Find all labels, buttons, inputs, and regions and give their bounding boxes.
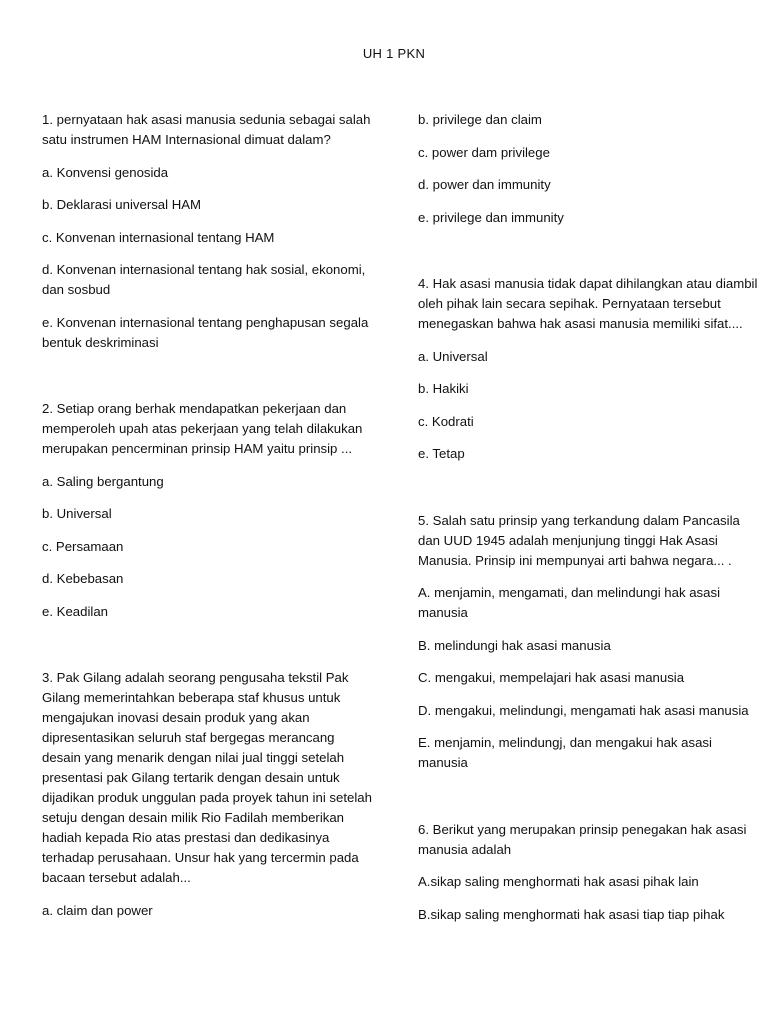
answer-option: a. claim dan power	[42, 902, 153, 918]
answer-option: d. power dan immunity	[418, 177, 551, 192]
question-text: 4. Hak asasi manusia tidak dapat dihilangkan atau diambil oleh pihak lain secara sepihak. Pernyataan tersebut menegaskan bahwa hak asasi manusia memiliki sifat....	[418, 276, 758, 331]
answer-option: c. Kodrati	[418, 413, 474, 429]
answer-option: d. Konvenan internasional tentang hak sosial, ekonomi, dan sosbud	[42, 262, 366, 297]
spacer	[418, 240, 758, 274]
left-column	[42, 110, 376, 933]
answer-option: b. privilege dan claim	[418, 112, 542, 127]
answer-option: A.sikap saling menghormati hak asasi pihak lain	[418, 874, 699, 889]
question-text: 5. Salah satu prinsip yang terkandung dalam Pancasila dan UUD 1945 adalah menjunjung tinggi Hak Asasi Manusia. Prinsip ini mempunyai arti bahwa negara... .	[418, 512, 740, 568]
answer-option: D. mengakui, melindungi, mengamati hak asasi manusia	[418, 702, 749, 718]
answer-option: c. Persamaan	[42, 538, 124, 554]
answer-option: b. Hakiki	[418, 381, 469, 396]
answer-option: e. privilege dan immunity	[418, 209, 564, 225]
answer-option: B. melindungi hak asasi manusia	[418, 637, 611, 653]
answer-option: A. menjamin, mengamati, dan melindungi hak asasi manusia	[418, 585, 721, 620]
question-text: 1. pernyataan hak asasi manusia sedunia sebagai salah satu instrumen HAM Internasional dimuat dalam?	[42, 112, 371, 147]
answer-option: a. Konvensi genosida	[42, 164, 169, 180]
answer-option: c. Konvenan internasional tentang HAM	[42, 229, 275, 245]
question-text: 6. Berikut yang merupakan prinsip penegakan hak asasi manusia adalah	[418, 821, 747, 857]
answer-option: b. Universal	[42, 506, 112, 521]
question-1	[42, 110, 376, 353]
answer-option: a. Universal	[418, 348, 488, 364]
document-title: UH 1 PKN	[362, 46, 426, 61]
question-2	[42, 399, 376, 622]
question-text: 3. Pak Gilang adalah seorang pengusaha tekstil Pak Gilang memerintahkan beberapa staf khusus untuk mengajukan inovasi desain produk yang akan dipresentasikan seluruh staf bergegas merancang desain yang menarik dengan nilai jual tinggi setelah presentasi pak Gilang tertarik dengan desain untuk dijadikan produk unggulan pada proyek tahun ini setelah setuju dengan desain milik Rio Fadilah memberikan hadiah kepada Rio atas prestasi dan dedikasinya terhadap perusahaan. Unsur hak yang tercermin pada bacaan tersebut adalah...	[42, 670, 372, 885]
right-column	[418, 110, 758, 937]
answer-option: d. Kebebasan	[42, 571, 124, 586]
question-5	[418, 511, 758, 774]
spacer	[42, 365, 376, 399]
answer-option: E. menjamin, melindungj, dan mengakui hak asasi manusia	[418, 735, 712, 770]
answer-option: e. Konvenan internasional tentang penghapusan segala bentuk deskriminasi	[42, 314, 369, 350]
spacer	[42, 634, 376, 668]
answer-option: e. Keadilan	[42, 603, 108, 619]
question-6	[418, 820, 758, 925]
question-text: 2. Setiap orang berhak mendapatkan pekerjaan dan memperoleh upah atas pekerjaan yang telah dilakukan merupakan pencerminan prinsip HAM yaitu prinsip ...	[42, 401, 363, 456]
answer-option: C. mengakui, mempelajari hak asasi manusia	[418, 670, 685, 685]
answer-option: b. Deklarasi universal HAM	[42, 197, 202, 212]
answer-option: c. power dam privilege	[418, 144, 550, 160]
spacer	[418, 477, 758, 511]
question-3	[42, 668, 376, 921]
answer-option: a. Saling bergantung	[42, 473, 164, 489]
answer-option: B.sikap saling menghormati hak asasi tiap tiap pihak	[418, 906, 725, 922]
question-3-continued	[418, 110, 758, 228]
answer-option: e. Tetap	[418, 446, 465, 461]
spacer	[418, 786, 758, 820]
question-4	[418, 274, 758, 464]
